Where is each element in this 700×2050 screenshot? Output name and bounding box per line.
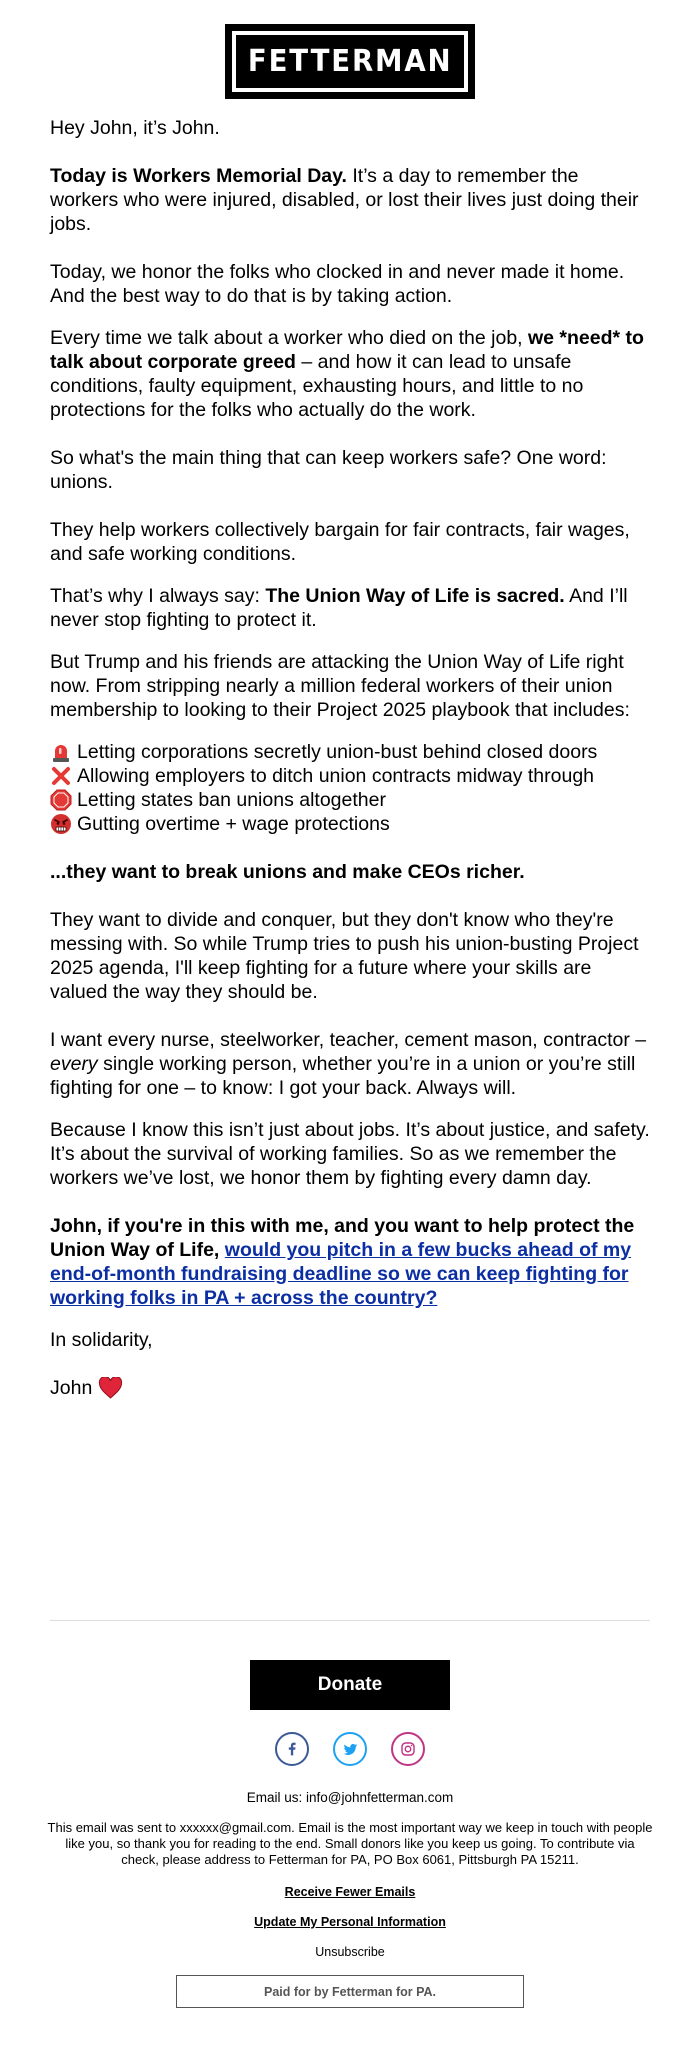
twitter-link[interactable]	[333, 1732, 367, 1766]
donate-button[interactable]: Donate	[250, 1660, 450, 1710]
paid-for-disclaimer: Paid for by Fetterman for PA.	[176, 1975, 524, 2008]
p1-bold: Today is Workers Memorial Day.	[50, 165, 347, 187]
unsubscribe-link[interactable]: Unsubscribe	[315, 1945, 385, 1959]
fetterman-logo[interactable]	[225, 24, 475, 99]
logo-border	[232, 31, 468, 92]
paragraph-every-worker	[50, 1028, 650, 1100]
p12-bold: John, if you're in this with me, and you want to help protect the Union Way of Life,	[50, 1215, 635, 1261]
logo-text: FETTERMAN	[247, 44, 453, 79]
paragraph-break-unions	[50, 860, 650, 884]
paragraph-justice: Because I know this isn’t just about jobs. It’s about justice, and safety. It’s about the survival of working families. So as we remember the workers we’ve lost, we honor them by fighting every damn day.	[50, 1119, 650, 1189]
contact-email: Email us: info@johnfetterman.com	[246, 1790, 454, 1805]
p10-italic: every	[50, 1053, 98, 1075]
signature-line	[50, 1376, 650, 1400]
angry-face-icon	[50, 813, 72, 835]
p6-start: That’s why I always say:	[50, 585, 266, 607]
cross-mark-icon	[50, 765, 72, 787]
paragraph-ask	[50, 1214, 650, 1310]
instagram-link[interactable]	[391, 1732, 425, 1766]
closing: In solidarity,	[50, 1329, 153, 1351]
p6-bold: The Union Way of Life is sacred.	[265, 585, 565, 607]
siren-icon	[50, 741, 72, 763]
p3-bold: we *need* to talk about corporate greed	[50, 327, 644, 373]
signature: John	[50, 1377, 93, 1399]
sent-to-notice: This email was sent to xxxxxx@gmail.com. Email is the most important way we keep in touch with people like you, so thank you for reading to the end. Small donors like you keep us going. To contribute via check, please address to Fetterman for PA, PO Box 6061, Pittsburgh PA 15211.	[47, 1820, 653, 1867]
paragraph-corporate-greed	[50, 326, 650, 422]
donation-link[interactable]: would you pitch in a few bucks ahead of my end-of-month fundraising deadline so we can keep fighting for working folks in PA + across the country?	[50, 1239, 632, 1309]
list-item-text: Letting states ban unions altogether	[77, 789, 386, 811]
stop-sign-icon	[50, 789, 72, 811]
p10-rest: single working person, whether you’re in a union or you’re still fighting for one – to know: I got your back. Always will.	[50, 1053, 636, 1099]
p3-rest: – and how it can lead to unsafe conditions, faulty equipment, exhausting hours, and little to no protections for the folks who actually do the work.	[50, 351, 584, 421]
list-item	[50, 740, 650, 764]
paragraph-trump-attack: But Trump and his friends are attacking the Union Way of Life right now. From stripping nearly a million federal workers of their union membership to looking to their Project 2025 playbook that includes:	[50, 651, 630, 721]
list-item-text: Letting corporations secretly union-bust behind closed doors	[77, 741, 598, 763]
paragraph-bargain: They help workers collectively bargain for fair contracts, fair wages, and safe working conditions.	[50, 519, 630, 565]
paragraph-union-way	[50, 584, 650, 632]
list-item	[50, 764, 650, 788]
p8-bold: ...they want to break unions and make CEOs richer.	[50, 861, 525, 883]
email-body	[50, 116, 650, 1424]
list-item	[50, 788, 650, 812]
p1-rest: It’s a day to remember the workers who were injured, disabled, or lost their lives just doing their jobs.	[50, 165, 639, 235]
paragraph-workers-memorial-day	[50, 164, 650, 236]
p3-start: Every time we talk about a worker who died on the job,	[50, 327, 528, 349]
receive-fewer-emails-link[interactable]: Receive Fewer Emails	[284, 1885, 416, 1899]
facebook-icon	[284, 1741, 300, 1757]
p10-start: I want every nurse, steelworker, teacher, cement mason, contractor –	[50, 1029, 647, 1051]
paragraph-unions: So what's the main thing that can keep workers safe? One word: unions.	[50, 447, 607, 493]
paragraph-honor: Today, we honor the folks who clocked in and never made it home. And the best way to do that is by taking action.	[50, 261, 625, 307]
greeting: Hey John, it’s John.	[50, 117, 220, 139]
facebook-link[interactable]	[275, 1732, 309, 1766]
p6-rest: And I’ll never stop fighting to protect it.	[50, 585, 628, 631]
update-personal-info-link[interactable]: Update My Personal Information	[254, 1915, 446, 1929]
instagram-icon	[400, 1741, 416, 1757]
list-item-text: Gutting overtime + wage protections	[77, 813, 390, 835]
project-2025-list	[50, 740, 650, 836]
list-item	[50, 812, 650, 836]
list-item-text: Allowing employers to ditch union contracts midway through	[77, 765, 595, 787]
paragraph-divide-conquer: They want to divide and conquer, but they don't know who they're messing with. So while Trump tries to push his union-busting Project 2025 agenda, I'll keep fighting for a future where your skills are valued the way they should be.	[50, 909, 639, 1003]
footer-divider	[50, 1620, 650, 1621]
twitter-icon	[342, 1741, 359, 1758]
heart-icon	[98, 1377, 123, 1399]
